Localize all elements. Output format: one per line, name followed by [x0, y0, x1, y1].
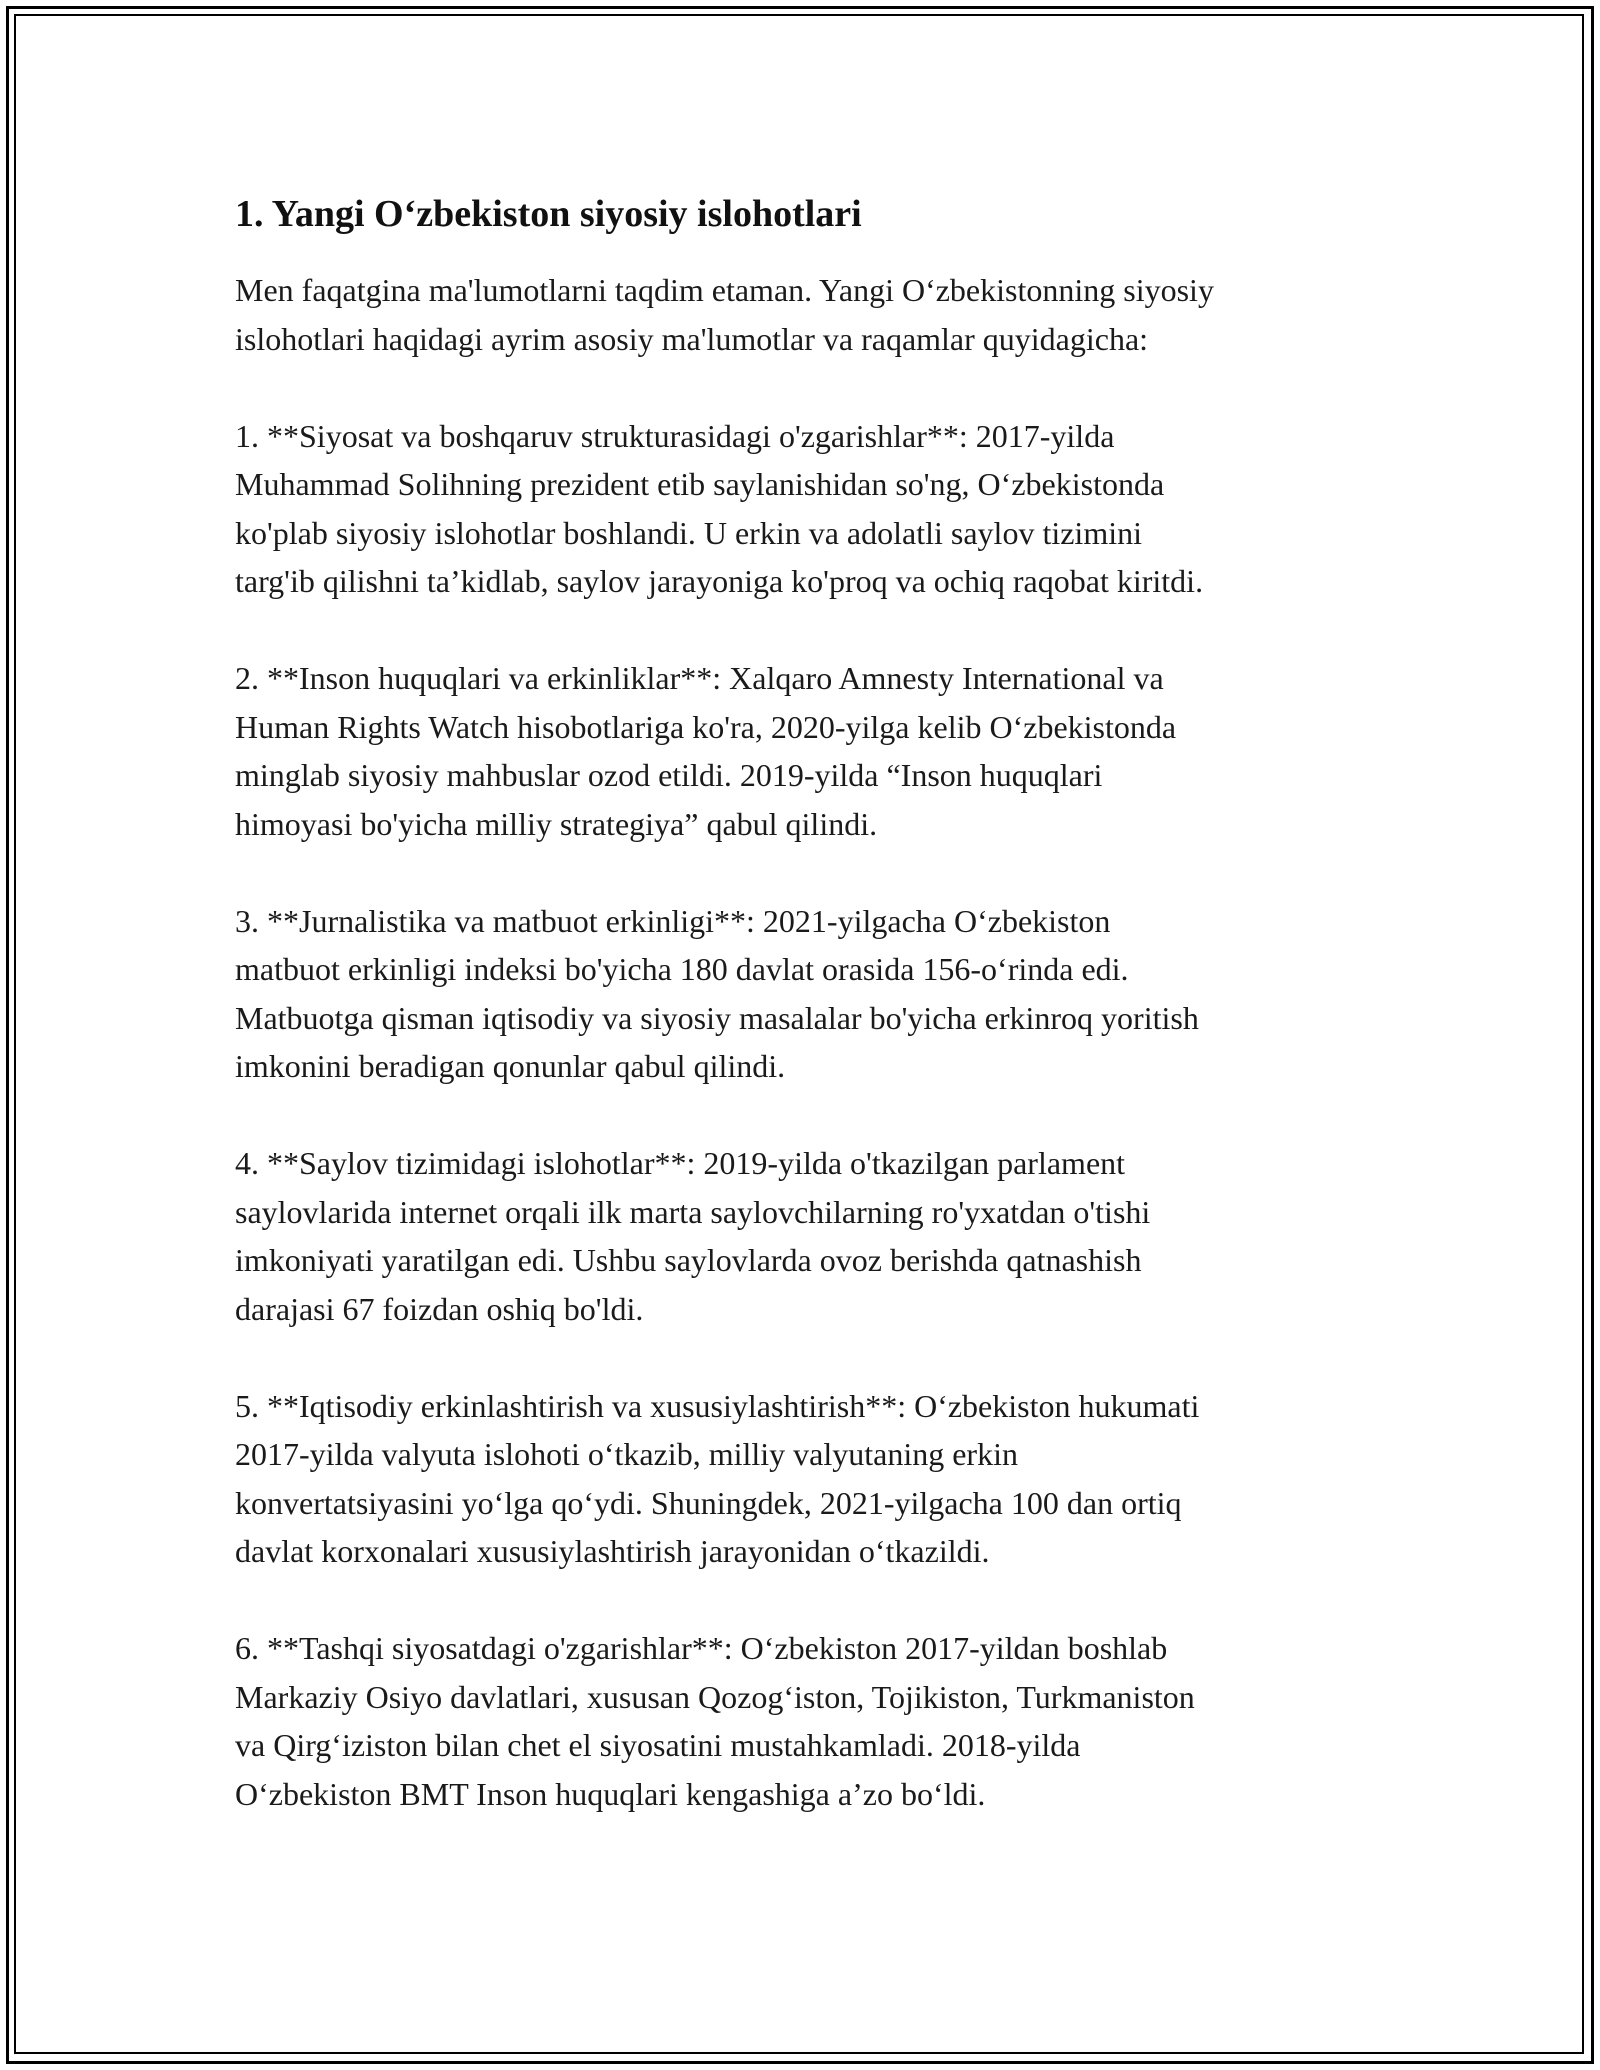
- text-line: Men faqatgina ma'lumotlarni taqdim etaman. Yangi O‘zbekistonning siyosiy: [235, 272, 1214, 308]
- list-item-6: [235, 1624, 1370, 1818]
- list-item-5: [235, 1382, 1370, 1576]
- text-line: 3. **Jurnalistika va matbuot erkinligi**: 2021-yilgacha O‘zbekiston: [235, 902, 1111, 939]
- text-line: Muhammad Solihning prezident etib saylanishidan so'ng, O‘zbekistonda: [235, 466, 1165, 502]
- text-line: darajasi 67 foizdan oshiq bo'ldi.: [235, 1290, 644, 1327]
- text-line: 6. **Tashqi siyosatdagi o'zgarishlar**: O‘zbekiston 2017-yildan boshlab: [235, 1630, 1168, 1666]
- document-body: [235, 188, 1370, 1867]
- text-line: Human Rights Watch hisobotlariga ko'ra, 2020-yilga kelib O‘zbekistonda: [235, 708, 1177, 745]
- list-item-2: [235, 654, 1370, 848]
- text-line: imkoniyati yaratilgan edi. Ushbu saylovlarda ovoz berishda qatnashish: [235, 1242, 1142, 1278]
- text-line: Matbuotga qisman iqtisodiy va siyosiy masalalar bo'yicha erkinroq yoritish: [235, 999, 1199, 1036]
- text-line: O‘zbekiston BMT Inson huquqlari kengashiga a’zo bo‘ldi.: [235, 1775, 986, 1812]
- text-line: targ'ib qilishni ta’kidlab, saylov jarayoniga ko'proq va ochiq raqobat kiritdi.: [235, 563, 1204, 599]
- text-line: 5. **Iqtisodiy erkinlashtirish va xususiylashtirish**: O‘zbekiston hukumati: [235, 1387, 1200, 1424]
- text-line: islohotlari haqidagi ayrim asosiy ma'lumotlar va raqamlar quyidagicha:: [235, 320, 1149, 357]
- text-line: 2017-yilda valyuta islohoti o‘tkazib, milliy valyutaning erkin: [235, 1436, 1018, 1472]
- text-line: 1. **Siyosat va boshqaruv strukturasidagi o'zgarishlar**: 2017-yilda: [235, 417, 1115, 454]
- text-line: ko'plab siyosiy islohotlar boshlandi. U erkin va adolatli saylov tizimini: [235, 514, 1142, 551]
- list-item-4: [235, 1139, 1370, 1333]
- text-line: minglab siyosiy mahbuslar ozod etildi. 2019-yilda “Inson huquqlari: [235, 757, 1103, 793]
- text-line: saylovlarida internet orqali ilk marta saylovchilarning ro'yxatdan o'tishi: [235, 1193, 1151, 1230]
- intro-paragraph: [235, 266, 1370, 363]
- text-line: matbuot erkinligi indeksi bo'yicha 180 davlat orasida 156-o‘rinda edi.: [235, 951, 1129, 987]
- text-line: Markaziy Osiyo davlatlari, xususan Qozog‘iston, Tojikiston, Turkmaniston: [235, 1678, 1195, 1715]
- list-item-1: [235, 412, 1370, 606]
- text-line: 4. **Saylov tizimidagi islohotlar**: 2019-yilda o'tkazilgan parlament: [235, 1145, 1126, 1181]
- list-item-3: [235, 897, 1370, 1091]
- text-line: imkonini beradigan qonunlar qabul qilindi.: [235, 1048, 786, 1084]
- text-line: davlat korxonalari xususiylashtirish jarayonidan o‘tkazildi.: [235, 1533, 990, 1569]
- text-line: konvertatsiyasini yo‘lga qo‘ydi. Shuningdek, 2021-yilgacha 100 dan ortiq: [235, 1484, 1182, 1521]
- text-line: himoyasi bo'yicha milliy strategiya” qabul qilindi.: [235, 805, 878, 842]
- text-line: va Qirg‘iziston bilan chet el siyosatini mustahkamladi. 2018-yilda: [235, 1727, 1081, 1763]
- document-title: 1. Yangi O‘zbekiston siyosiy islohotlari: [235, 193, 862, 235]
- text-line: 2. **Inson huquqlari va erkinliklar**: Xalqaro Amnesty International va: [235, 660, 1164, 696]
